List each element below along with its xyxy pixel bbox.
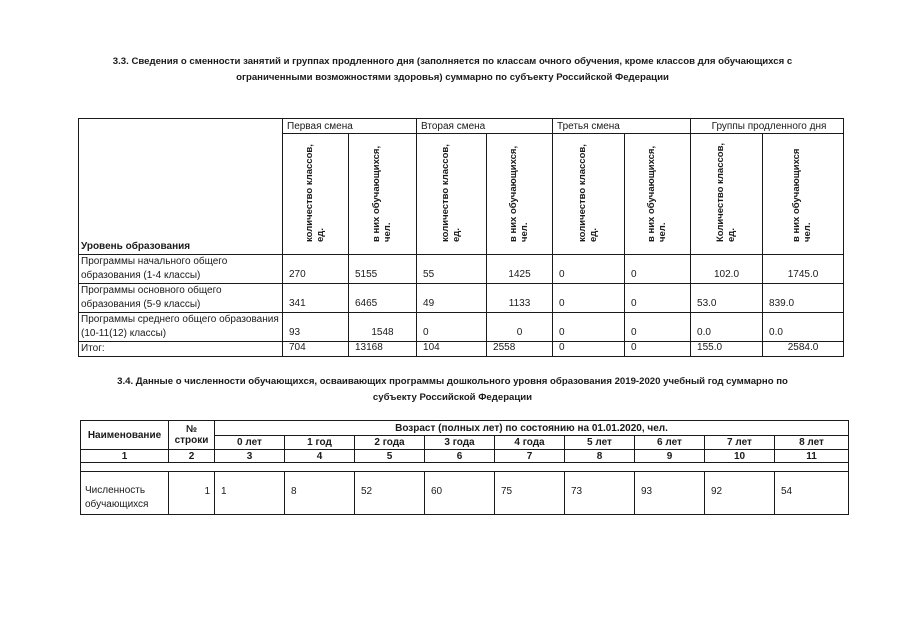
cell: 0 — [487, 313, 553, 342]
cell: 8 — [285, 472, 355, 515]
col-index: 7 — [495, 450, 565, 463]
section-3-4-title-line2: субъекту Российской Федерации — [372, 392, 533, 403]
cell: 341 — [283, 284, 349, 313]
col-index: 10 — [705, 450, 775, 463]
cell: 155.0 — [691, 342, 763, 357]
cell: 0 — [625, 284, 691, 313]
cell: 53.0 — [691, 284, 763, 313]
cell: 1548 — [349, 313, 417, 342]
cell: 73 — [565, 472, 635, 515]
table-row — [79, 284, 844, 313]
row-label: Программы начального общего образования (1-4 классы) — [79, 255, 283, 284]
first-shift-header: Первая смена — [283, 119, 417, 134]
col-index: 8 — [565, 450, 635, 463]
section-3-4-title — [0, 374, 905, 406]
subheader-students: в них обучающихся, чел. — [507, 145, 530, 242]
cell: 1425 — [487, 255, 553, 284]
subheader-students: в них обучающихся, чел. — [370, 145, 393, 242]
section-3-3-title-line1: 3.3. Сведения о сменности занятий и группах продленного дня (заполняется по классам очного обучения, кроме классов для обучающихся с — [112, 56, 793, 67]
cell: 49 — [417, 284, 487, 313]
cell: 93 — [635, 472, 705, 515]
cell: 92 — [705, 472, 775, 515]
cell: 5155 — [349, 255, 417, 284]
table-row — [81, 472, 849, 515]
cell: 1133 — [487, 284, 553, 313]
row-label: Программы основного общего образования (5-9 классы) — [79, 284, 283, 313]
cell: 102.0 — [691, 255, 763, 284]
cell: 0 — [553, 342, 625, 357]
age-header: 2 года — [355, 436, 425, 450]
section-3-3-title — [0, 54, 905, 86]
section-3-3-title-line2: ограниченными возможностями здоровья) суммарно по субъекту Российской Федерации — [236, 72, 669, 83]
cell: 704 — [283, 342, 349, 357]
row-label: Итог: — [79, 342, 283, 357]
cell: 0 — [553, 255, 625, 284]
cell: 55 — [417, 255, 487, 284]
subheader-classes: количество классов, ед. — [576, 144, 599, 242]
age-header: 3 года — [425, 436, 495, 450]
row-no-header: № строки — [169, 421, 215, 450]
subheader-students: в них обучающихся, чел. — [645, 145, 668, 242]
cell: 75 — [495, 472, 565, 515]
preschool-table — [80, 420, 849, 515]
col-index: 2 — [169, 450, 215, 463]
cell: 0 — [625, 313, 691, 342]
col-index: 5 — [355, 450, 425, 463]
cell: 839.0 — [763, 284, 844, 313]
subheader-classes: количество классов, ед. — [303, 144, 326, 242]
col-index: 9 — [635, 450, 705, 463]
col-index: 11 — [775, 450, 849, 463]
spacer-row — [81, 463, 849, 472]
cell: 1745.0 — [763, 255, 844, 284]
table-row-total — [79, 342, 844, 357]
row-label: Программы среднего общего образования (10-11(12) классы) — [79, 313, 283, 342]
cell: 270 — [283, 255, 349, 284]
second-shift-header: Вторая смена — [417, 119, 553, 134]
col-index: 6 — [425, 450, 495, 463]
cell: 1 — [215, 472, 285, 515]
preschool-header-row — [81, 421, 849, 436]
col-index: 3 — [215, 450, 285, 463]
cell: 104 — [417, 342, 487, 357]
subheader-students: в них обучающихся чел. — [791, 148, 814, 242]
cell: 60 — [425, 472, 495, 515]
subheader-classes: Количество классов, ед. — [714, 142, 737, 242]
cell: 52 — [355, 472, 425, 515]
cell: 0.0 — [763, 313, 844, 342]
cell: 6465 — [349, 284, 417, 313]
age-header: 1 год — [285, 436, 355, 450]
cell: 0 — [625, 255, 691, 284]
col-index: 1 — [81, 450, 169, 463]
section-3-4-title-line1: 3.4. Данные о численности обучающихся, осваивающих программы дошкольного уровня образования 2019-2020 учебный год суммарно по — [117, 376, 788, 387]
third-shift-header: Третья смена — [553, 119, 691, 134]
cell: 0.0 — [691, 313, 763, 342]
cell: 2558 — [487, 342, 553, 357]
cell: 0 — [625, 342, 691, 357]
age-header: 6 лет — [635, 436, 705, 450]
age-header: 0 лет — [215, 436, 285, 450]
cell: 0 — [417, 313, 487, 342]
table-row — [79, 255, 844, 284]
cell: 13168 — [349, 342, 417, 357]
age-group-header: Возраст (полных лет) по состоянию на 01.01.2020, чел. — [215, 421, 849, 436]
subheader-classes: количество классов, ед. — [439, 144, 462, 242]
name-header: Наименование — [81, 421, 169, 450]
cell: 93 — [283, 313, 349, 342]
extended-day-header: Группы продленного дня — [691, 119, 844, 134]
shifts-table — [78, 118, 844, 357]
col-index: 4 — [285, 450, 355, 463]
table-row — [79, 313, 844, 342]
cell: 0 — [553, 284, 625, 313]
age-header: 7 лет — [705, 436, 775, 450]
cell: 54 — [775, 472, 849, 515]
cell: 0 — [553, 313, 625, 342]
shifts-header-row — [79, 119, 844, 134]
cell: 2584.0 — [763, 342, 844, 357]
age-header: 8 лет — [775, 436, 849, 450]
column-index-row — [81, 450, 849, 463]
row-label: Численность обучающихся — [81, 472, 169, 515]
age-header: 5 лет — [565, 436, 635, 450]
row-number: 1 — [169, 472, 215, 515]
age-header: 4 года — [495, 436, 565, 450]
level-header: Уровень образования — [79, 119, 283, 255]
